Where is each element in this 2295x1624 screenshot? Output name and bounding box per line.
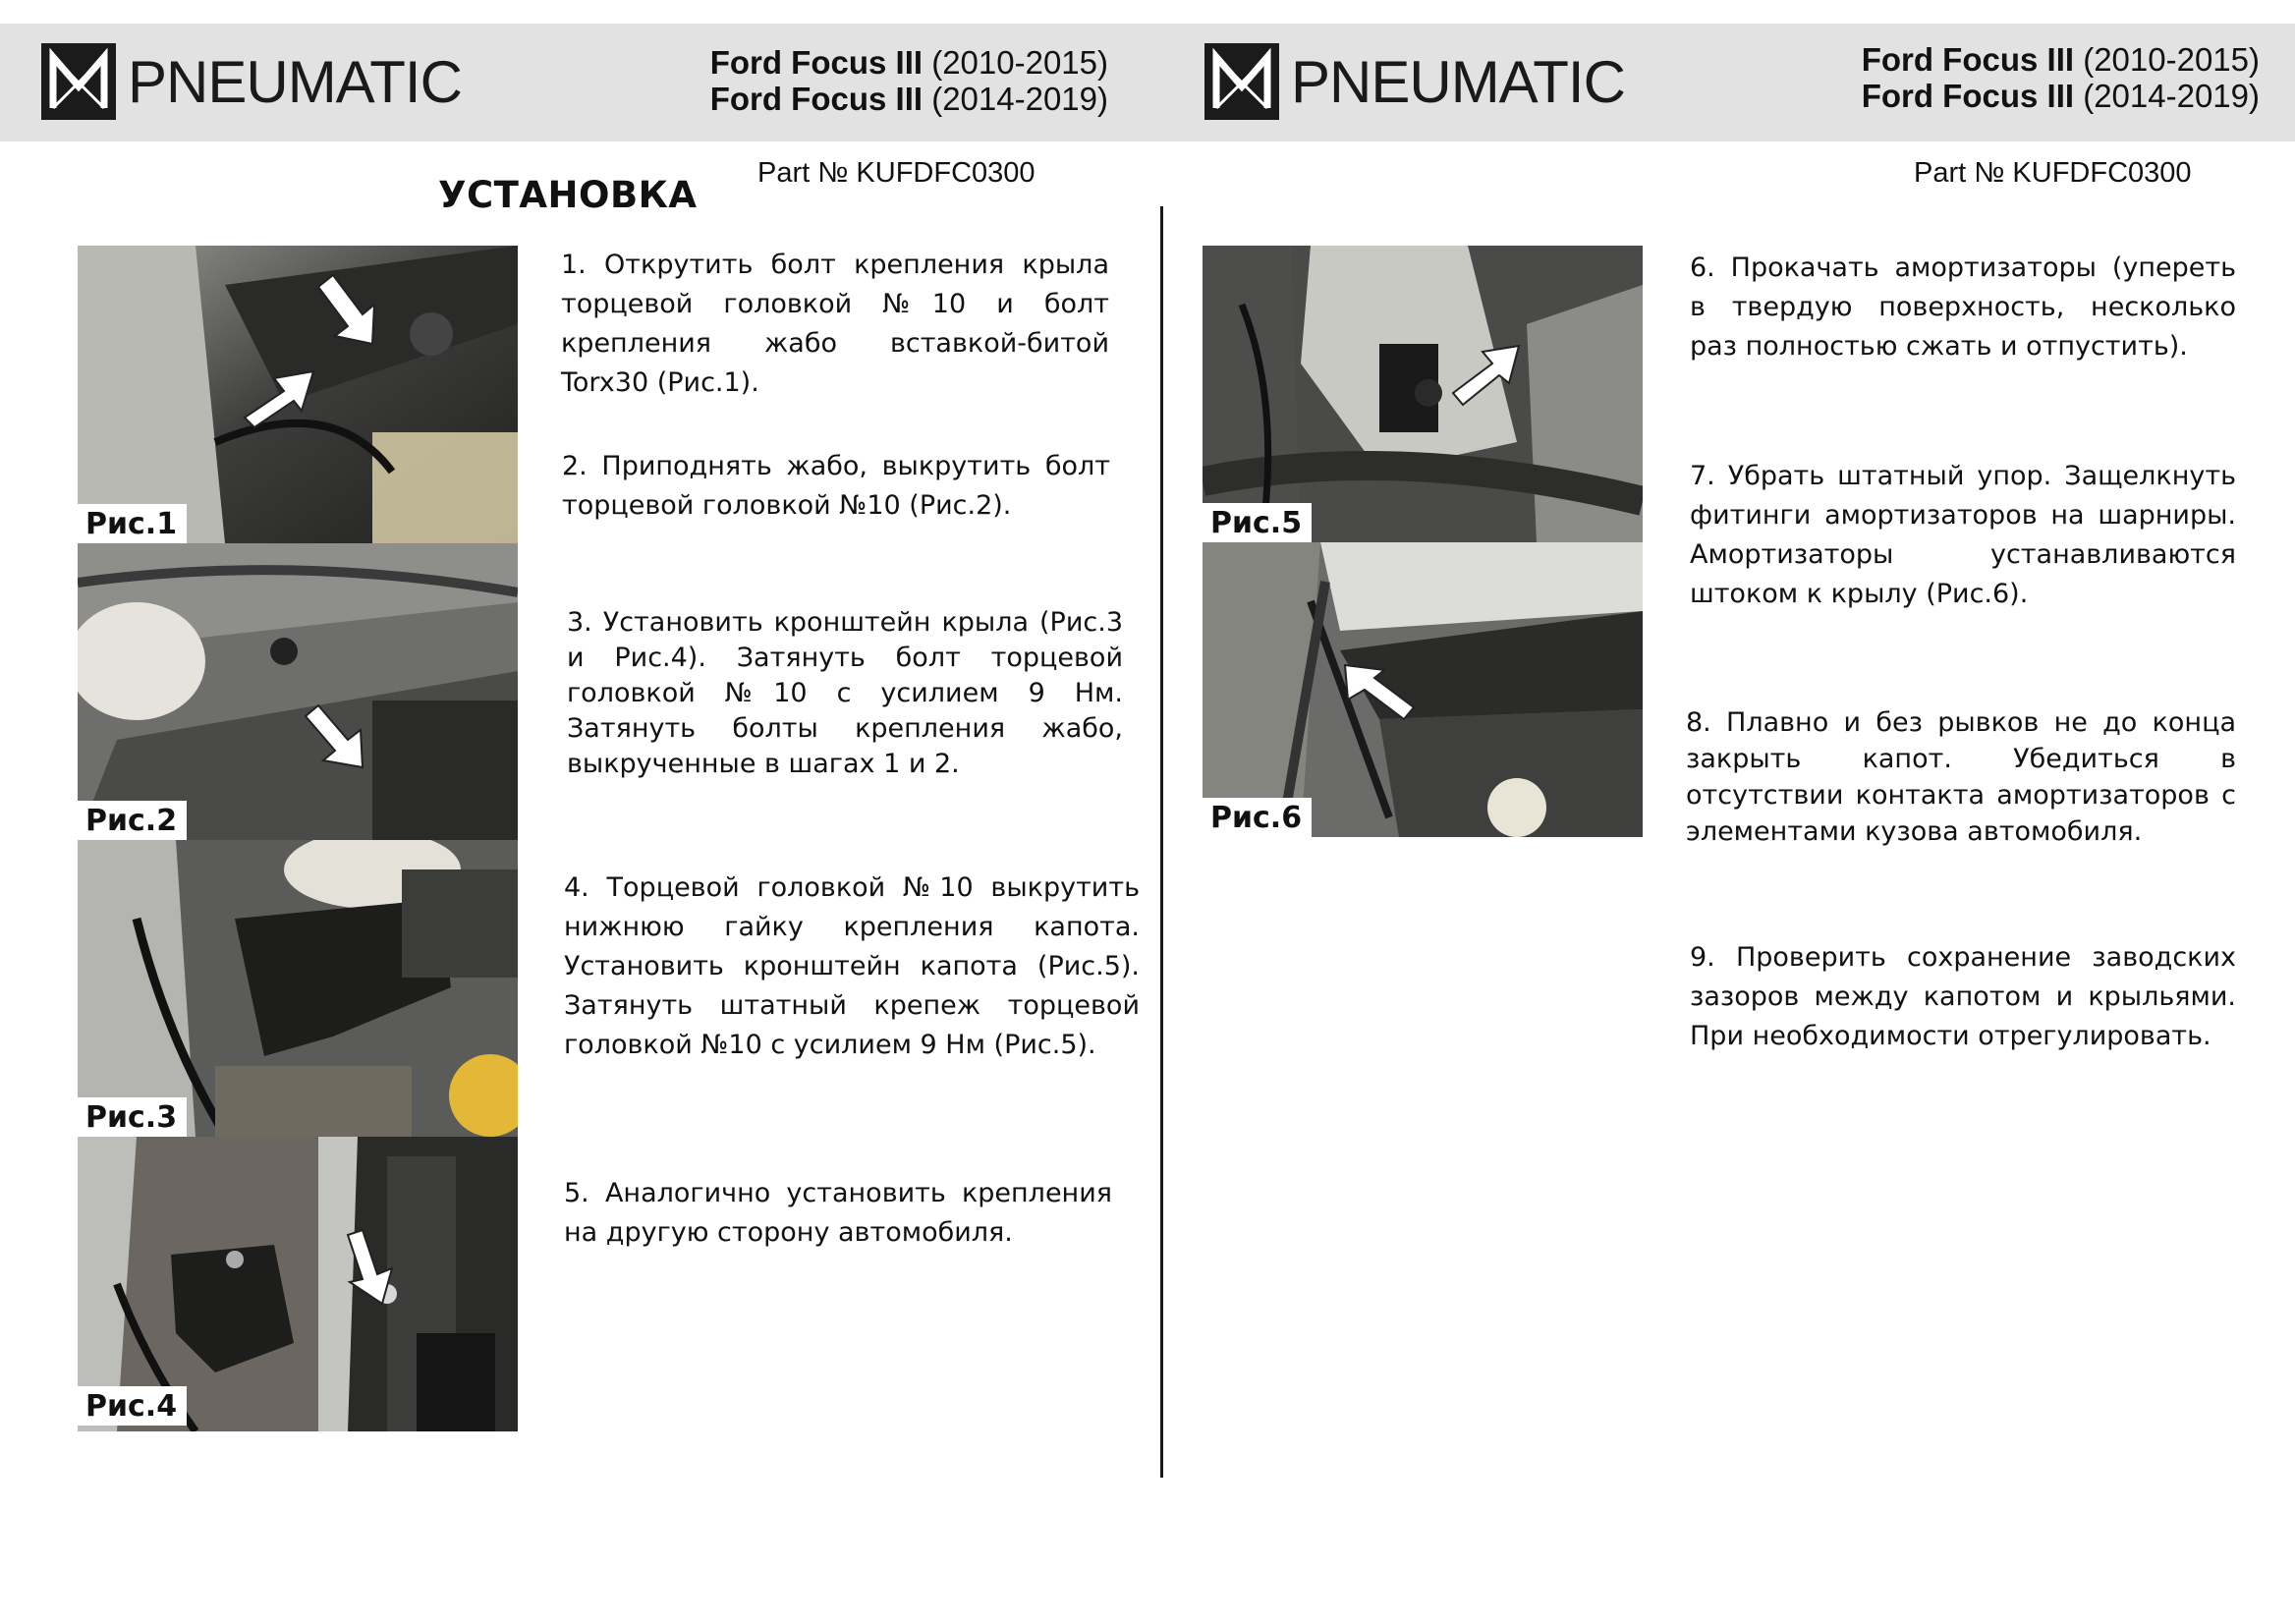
model-years: (2010-2015) [2083,41,2260,78]
step-9-text: 9. Проверить сохранение заводских зазоров между капотом и крыльями. При необходимости отрегулировать. [1690,942,2236,1051]
engine-bay-photo-icon [78,246,518,543]
brand-logo-left [41,43,462,120]
figure-4-label: Рис.4 [78,1386,187,1426]
page-divider [1160,206,1163,1478]
models-right [1862,41,2260,114]
figure-3-label: Рис.3 [78,1097,187,1137]
model-row [710,81,1108,117]
step-5-text: 5. Аналогично установить крепления на другую сторону автомобиля. [564,1178,1112,1248]
figure-6-photo [1203,542,1643,837]
brand-logo-right [1204,43,1625,120]
pneumatic-logo-icon [1204,43,1279,120]
step-1-text: 1. Открутить болт крепления крыла торцевой головкой №10 и болт крепления жабо вставкой-битой Torx30 (Рис.1). [561,250,1109,398]
models-left [710,44,1108,117]
figure-6-label: Рис.6 [1203,798,1312,837]
step-2-text: 2. Приподнять жабо, выкрутить болт торцевой головкой №10 (Рис.2). [562,451,1110,521]
figure-2-photo [78,543,518,840]
step-3-text: 3. Установить кронштейн крыла (Рис.3 и Рис.4). Затянуть болт торцевой головкой №10 с усилием 9 Нм. Затянуть болты крепления жабо, выкрученные в шагах 1 и 2. [567,607,1123,779]
model-years: (2014-2019) [2083,78,2260,114]
model-name: Ford Focus III [1861,78,2075,114]
model-name: Ford Focus III [709,44,924,81]
figure-5-label: Рис.5 [1203,503,1312,542]
model-years: (2010-2015) [931,44,1108,81]
pneumatic-logo-icon [41,43,116,120]
fender-mount-photo-icon [318,1137,518,1431]
brand-name: PNEUMATIC [1291,48,1625,115]
model-row [1862,78,2260,114]
figure-2-label: Рис.2 [78,801,187,840]
part-number-left: Part № KUFDFC0300 [757,157,1036,189]
brand-name: PNEUMATIC [128,48,462,115]
model-name: Ford Focus III [709,81,924,117]
step-4-text: 4. Торцевой головкой №10 выкрутить нижнюю гайку крепления капота. Установить кронштейн капота (Рис.5). Затянуть штатный крепеж торцевой головкой №10 с усилием 9 Нм (Рис.5). [564,872,1140,1060]
hood-hinge-photo-icon [1203,246,1643,542]
figure-5-photo [1203,246,1643,542]
figure-3-photo [78,840,518,1137]
figure-1-label: Рис.1 [78,504,187,543]
step-8-text: 8. Плавно и без рывков не до конца закрыть капот. Убедиться в отсутствии контакта амортизаторов с элементами кузова автомобиля. [1686,707,2236,847]
installed-strut-photo-icon [1203,542,1643,837]
model-name: Ford Focus III [1861,41,2075,78]
step-6-text: 6. Прокачать амортизаторы (упереть в твердую поверхность, несколько раз полностью сжать и отпустить). [1690,252,2236,362]
model-row [1862,41,2260,78]
model-row [710,44,1108,81]
section-title: УСТАНОВКА [438,174,698,216]
fender-bracket-photo-icon [78,840,518,1137]
figure-4b-photo [318,1137,518,1431]
part-number-right: Part № KUFDFC0300 [1914,157,2192,189]
model-years: (2014-2019) [931,81,1108,117]
step-7-text: 7. Убрать штатный упор. Защелкнуть фитинги амортизаторов на шарниры. Амортизаторы устанавливаются штоком к крылу (Рис.6). [1690,461,2236,609]
cowl-panel-photo-icon [78,543,518,840]
figure-1-photo [78,246,518,543]
